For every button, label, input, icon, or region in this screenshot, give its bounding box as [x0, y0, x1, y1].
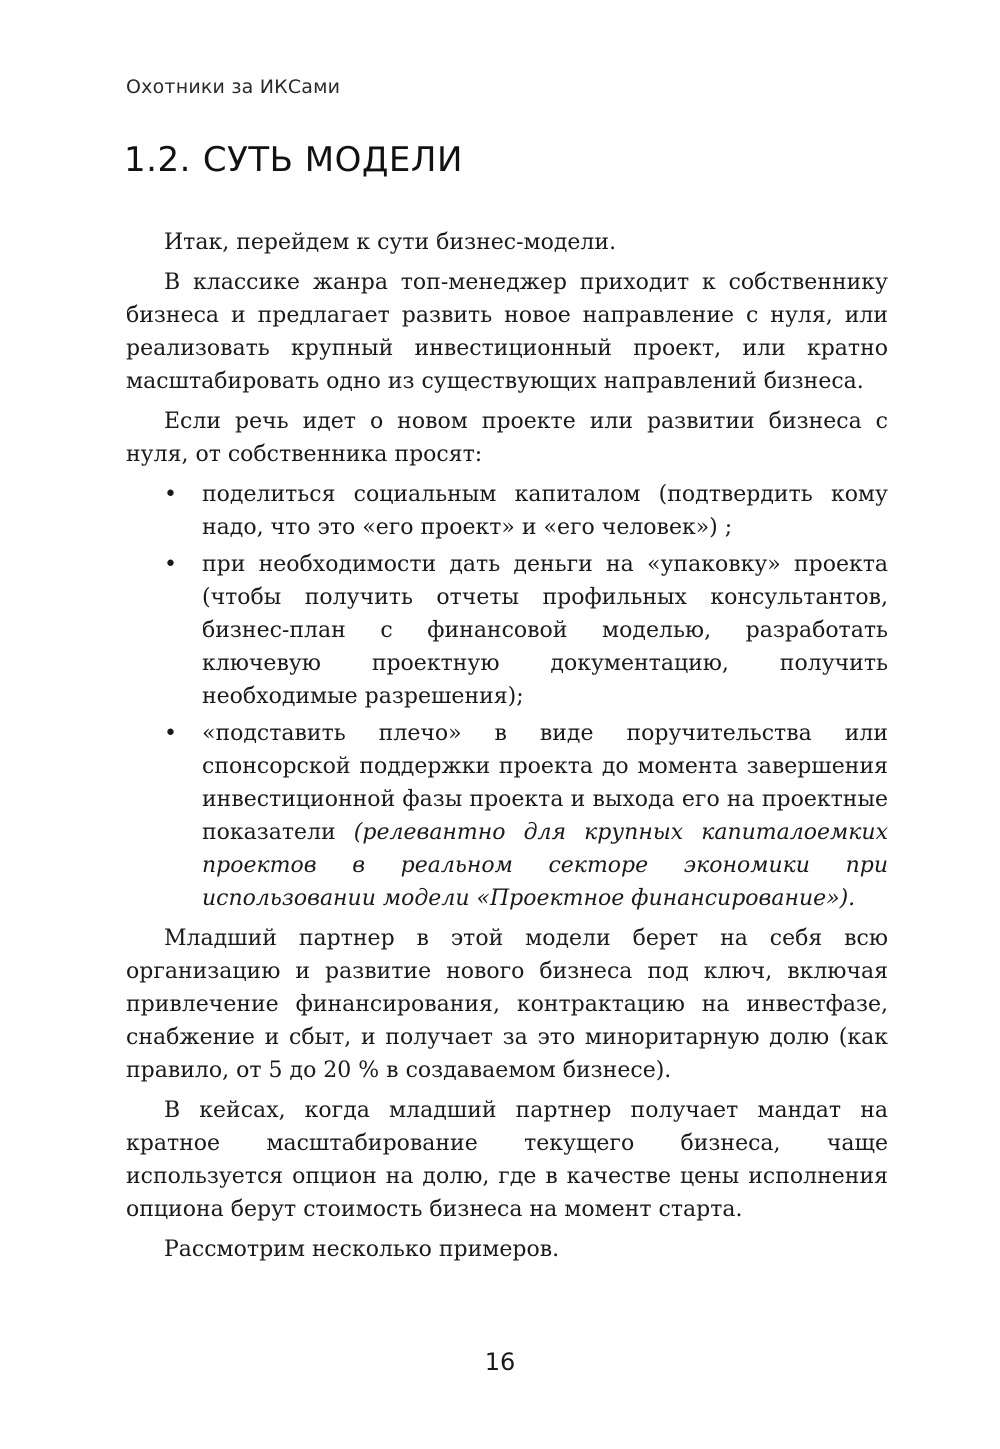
list-item-note: (релевантно для крупных капиталоемких проектов в реальном секторе экономики при использовании модели «Проектное финансирование»). [202, 820, 889, 911]
running-header: Охотники за ИКСами [126, 76, 341, 98]
section-heading [124, 140, 463, 180]
bullet-marker: • [164, 482, 177, 507]
paragraph-junior-partner: Младший партнер в этой модели берет на себя всю организацию и развитие нового бизнеса под ключ, включая привлечение финансирования, контрактацию на инвестфазе, снабжение и сбыт, и получает за это миноритарную долю (как правило, от 5 до 20 % в создаваемом бизнесе). [126, 926, 888, 1083]
list-item [126, 717, 888, 915]
page-number: 16 [484, 1348, 516, 1376]
section-number: 1.2. [124, 140, 191, 180]
list-item [126, 548, 888, 713]
list-item-text: «подставить плечо» в виде поручительства или спонсорской поддержки проекта до момента завершения инвестиционной фазы проекта и выхода его на проектные показатели [202, 721, 888, 845]
body-text [126, 226, 888, 1273]
bullet-marker: • [164, 721, 177, 746]
paragraph-intro: Итак, перейдем к сути бизнес-модели. [164, 230, 617, 255]
paragraph-owner-request: Если речь идет о новом проекте или развитии бизнеса с нуля, от собственника просят: [126, 409, 888, 467]
list-item-text: поделиться социальным капиталом (подтвердить кому надо, что это «его проект» и «его человек») ; [202, 482, 888, 540]
owner-request-list [126, 478, 888, 915]
paragraph-classic-case: В классике жанра топ-менеджер приходит к собственнику бизнеса и предлагает развить новое направление с нуля, или реализовать крупный инвестиционный проект, или кратно масштабировать одно из существующих направлений бизнеса. [126, 270, 888, 394]
bullet-marker: • [164, 552, 177, 577]
paragraph-examples: Рассмотрим несколько примеров. [164, 1237, 560, 1262]
list-item-text: при необходимости дать деньги на «упаковку» проекта (чтобы получить отчеты профильных консультантов, бизнес-план с финансовой моделью, разработать ключевую проектную документацию, получить необходимые разрешения); [202, 552, 888, 709]
list-item [126, 478, 888, 544]
section-title: СУТЬ МОДЕЛИ [202, 140, 463, 180]
paragraph-option: В кейсах, когда младший партнер получает мандат на кратное масштабирование текущего бизнеса, чаще используется опцион на долю, где в качестве цены исполнения опциона берут стоимость бизнеса на момент старта. [126, 1098, 888, 1222]
